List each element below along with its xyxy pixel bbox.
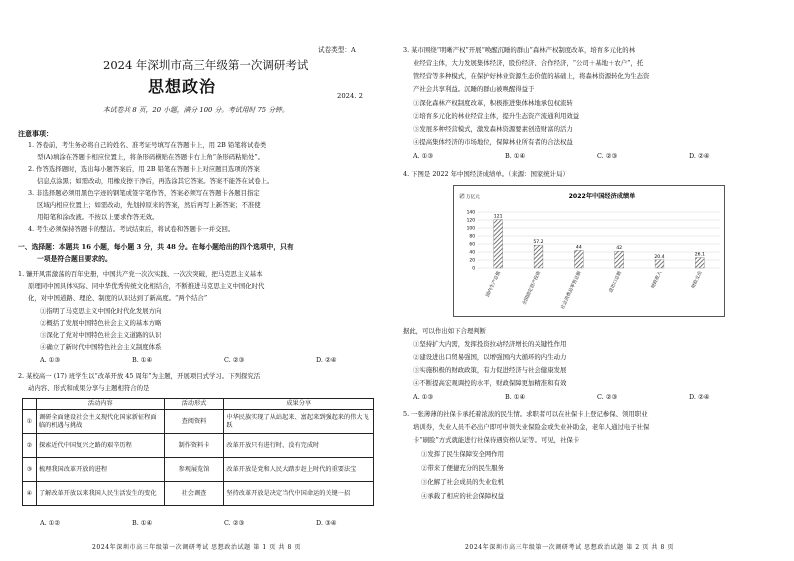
q5-stem: 5. 一张薄薄的社保卡承托着浓浓的民生情。求职者可以在社保卡上登记参保、领用职业 (403, 410, 648, 418)
q3-stem: 3. 某市围绕“明晰产权”开展“唤醒沉睡的群山”森林产权制度改革，培育多元化的林 (403, 46, 636, 54)
bar-data-label: 121 (493, 214, 503, 220)
q5-option: ②带来了便捷充分的民生服务 (421, 464, 505, 472)
y-tick-label: 140 (466, 210, 475, 216)
legend-swatch (460, 194, 464, 198)
table-header (23, 399, 37, 410)
y-tick-label: 0 (472, 266, 475, 272)
q5-stem: 培训券，失业人员不必出户即可申领失业保险金或失业补助金，老年人通过电子社保 (413, 423, 650, 431)
table-cell: 查阅资料 (164, 410, 224, 434)
q1-option: ③深化了党对中国特色社会主义道路的认识 (40, 331, 162, 339)
table-row (23, 410, 374, 434)
q2-stem: 2. 某校高一 (17) 班学生以“改革开放 45 周年”为主题，开展项目式学习。下列探究活 (18, 372, 261, 380)
page-2 (397, 0, 794, 561)
table-cell: 了解改革开放以来我国人民生活发生的变化 (36, 482, 164, 506)
q2-answer-c: C. ②③ (224, 519, 245, 527)
note-line: 4. 考生必须保持答题卡的整洁。考试结束后，将试卷和答题卡一并交回。 (28, 225, 235, 233)
economy-chart (453, 185, 725, 317)
q3-option: ④提高集体经济的市场地位，保障林业所有者的合法权益 (413, 138, 573, 146)
subject-title: 思想政治 (148, 77, 217, 96)
note-line: 信息点涂黑；如需改动，用橡皮擦干净后，再选涂其它答案。答案不能答在试卷上。 (37, 177, 274, 185)
q3-answer-c: C. ②③ (597, 152, 618, 160)
chart-title: 2022年中国经济成绩单 (568, 193, 636, 200)
q4-option: ③实施积极的财政政策，有力促进经济与社会健康发展 (413, 366, 567, 374)
x-category-label: 进出口总额 (608, 270, 623, 294)
y-tick-label: 20 (469, 258, 475, 264)
table-header-row (23, 399, 374, 410)
legend-label: 万亿元 (466, 195, 480, 200)
q5-option: ④承载了相应的社会保障权益 (421, 492, 505, 500)
q2-activity-table (22, 398, 374, 506)
q3-option: ①深化森林产权制度改革，积极推进集体林地承包权流转 (413, 99, 573, 107)
table-cell: 坚持改革开放是决定当代中国命运的关键一招 (224, 482, 374, 506)
note-line: 1. 答卷前，考生务必将自己的姓名、准考证号填写在答题卡上，用 2B 铅笔将试卷类 (28, 141, 267, 149)
q3-stem: 管经营等多种模式，在保护好林业资源生态价值的基础上，将森林资源转化为生态资 (413, 72, 650, 80)
q2-answer-a: A. ①② (40, 519, 61, 527)
x-category-label: 全国固定资产投资 (522, 270, 543, 307)
table-cell: 制作资料卡 (164, 434, 224, 458)
y-tick-label: 120 (466, 218, 475, 224)
q1-stem: 化，对中国道路、理论、制度的认识达到了新高度。“两个结合” (28, 294, 208, 302)
bar (615, 251, 624, 268)
bar (574, 250, 583, 268)
note-line: 型(A)填涂在答题卡相应位置上，将条形码横贴在答题卡右上角“条形码粘贴处”。 (37, 153, 265, 161)
table-cell: 改革开放只有进行时，没有完成时 (224, 434, 374, 458)
q3-answer-a: A. ①③ (413, 152, 434, 160)
q3-option: ③发展多种经营模式，激发森林资源要素创造财富的活力 (413, 125, 573, 133)
table-cell: 社会调查 (164, 482, 224, 506)
table-row (23, 482, 374, 506)
y-tick-label: 100 (466, 226, 475, 232)
table-header: 成果分享 (224, 399, 374, 410)
note-line: 3. 非选择题必须用黑色字迹的钢笔或签字笔作答，答案必须写在答题卡各题目指定 (28, 189, 260, 197)
x-category-label: 财政收入 (651, 270, 664, 290)
x-category-label: 财政支出 (691, 270, 704, 290)
x-category-label: 国内生产总值 (485, 270, 502, 298)
q4-answer-c: C. ②③ (597, 393, 618, 401)
table-header: 活动形式 (164, 399, 224, 410)
q4-answer-a: A. ①③ (413, 393, 434, 401)
bar-data-label: 26.1 (694, 252, 705, 258)
page-footer: 2024年深圳市高三年级第一次调研考试 思想政治试题 第 1 页 共 8 页 (92, 543, 302, 551)
table-cell: 中华民族实现了从站起来、富起来到强起来的伟大飞跃 (224, 410, 374, 434)
bar (655, 260, 664, 268)
q1-answer-d: D. ②④ (316, 356, 337, 364)
q1-stem: 1. 镰开风雷激荡的百年史册，中国共产党一次次实践、一次次突破，把马克思主义基本 (18, 270, 263, 278)
q2-answer-d: D. ③④ (316, 519, 337, 527)
q4-option: ①坚持扩大内需，发挥投资拉动经济增长的关键性作用 (413, 340, 567, 348)
q3-stem: 业经营主体，大力发展集体经济，股份经济、合作经济，“公司＋基地＋农户”，托 (413, 59, 644, 67)
bar (534, 245, 543, 268)
q3-stem: 产社会共享利益。沉睡的群山被唤醒得益于 (413, 85, 535, 93)
notes-heading: 注意事项： (18, 129, 53, 138)
bar-data-label: 57.2 (533, 240, 544, 246)
q3-option: ②培育多元化的林业经营主体，提升生态资产流通利用效益 (413, 112, 580, 120)
table-header: 活动内容 (36, 399, 164, 410)
note-line: 用铅笔和涂改液。不按以上要求作答无效。 (37, 213, 159, 221)
q4-answer-d: D. ②④ (689, 393, 710, 401)
q3-answer-b: B. ①④ (505, 152, 526, 160)
table-cell: 改革开放是党和人民大踏步赶上时代的重要法宝 (224, 458, 374, 482)
section1-heading-cont: 一项是符合题目要求的。 (37, 255, 112, 263)
q5-stem: 卡“刷脸”方式就能进行社保待遇资格认证等。可见，社保卡 (413, 436, 580, 444)
exam-info: 本试卷共 8 页，20 小题，满分 100 分。考试用时 75 分钟。 (103, 106, 289, 114)
x-category-label: 社会消费品零售总额 (560, 270, 583, 311)
q1-answer-a: A. ①③ (40, 356, 61, 364)
table-cell: 探索近代中国复兴之路的艰辛历程 (36, 434, 164, 458)
q4-stem: 4. 下图是 2022 年中国经济成绩单。（来源：国家统计局） (403, 170, 569, 178)
table-cell: ① (23, 410, 37, 434)
q5-option: ③化解了社会成员的失业危机 (421, 478, 505, 486)
table-row (23, 458, 374, 482)
bar-data-label: 42 (616, 246, 623, 252)
table-cell: 参观展览馆 (164, 458, 224, 482)
section1-heading: 一、选择题：本题共 16 小题，每小题 3 分，共 48 分。在每小题给出的四个选项中，只有 (18, 243, 294, 251)
q4-after: 据此，可以作出如下合理判断 (403, 327, 487, 335)
exam-type: 试卷类型：A (318, 46, 356, 54)
q2-stem: 动内容、形式和成果分享与主题相符合的是 (28, 384, 150, 392)
bar-data-label: 44 (575, 245, 582, 251)
q4-option: ②建设进出口贸易强国，以增强国内大循环的内生动力 (413, 353, 567, 361)
q5-option: ①发挥了民生保障安全网作用 (421, 450, 505, 458)
y-tick-label: 80 (469, 234, 475, 240)
q1-answer-b: B. ①④ (132, 356, 153, 364)
y-tick-label: 60 (469, 242, 475, 248)
note-line: 区域内相应位置上；如需改动，先划掉原来的答案，然后再写上新答案；不准使 (37, 201, 261, 209)
bar-chart-svg (454, 186, 726, 318)
note-line: 2. 作答选择题时，选出每小题答案后，用 2B 铅笔在答题卡上对应题目选项的答案 (28, 165, 260, 173)
bar-data-label: 20.4 (654, 254, 665, 260)
bar (695, 258, 704, 268)
table-cell: ② (23, 434, 37, 458)
q1-stem: 原理同中国具体实际、同中华优秀传统文化相结合，不断推进马克思主义中国化时代 (28, 282, 265, 290)
y-tick-label: 40 (469, 250, 475, 256)
table-row (23, 434, 374, 458)
table-cell: 调研全面建设社会主义现代化国家新征程面临的机遇与挑战 (36, 410, 164, 434)
q1-answer-c: C. ②③ (224, 356, 245, 364)
q1-option: ④确立了新时代中国特色社会主义制度体系 (40, 343, 162, 351)
q1-option: ①指明了马克思主义中国化时代化发展方向 (40, 307, 162, 315)
exam-date: 2024. 2 (337, 92, 363, 100)
page-footer: 2024年深圳市高三年级第一次调研考试 思想政治试题 第 2 页 共 8 页 (465, 543, 675, 551)
q4-answer-b: B. ①④ (505, 393, 526, 401)
q4-option: ④不断提高宏观调控的水平，财政保障更加精准和有效 (413, 379, 567, 387)
table-cell: ③ (23, 458, 37, 482)
exam-title: 2024 年深圳市高三年级第一次调研考试 (103, 58, 309, 72)
q1-option: ②概括了发展中国特色社会主义的基本方略 (40, 319, 162, 327)
table-cell: 梳理我国改革开放的进程 (36, 458, 164, 482)
bar (494, 220, 503, 268)
q2-answer-b: B. ①④ (132, 519, 153, 527)
q3-answer-d: D. ②④ (689, 152, 710, 160)
table-cell: ④ (23, 482, 37, 506)
